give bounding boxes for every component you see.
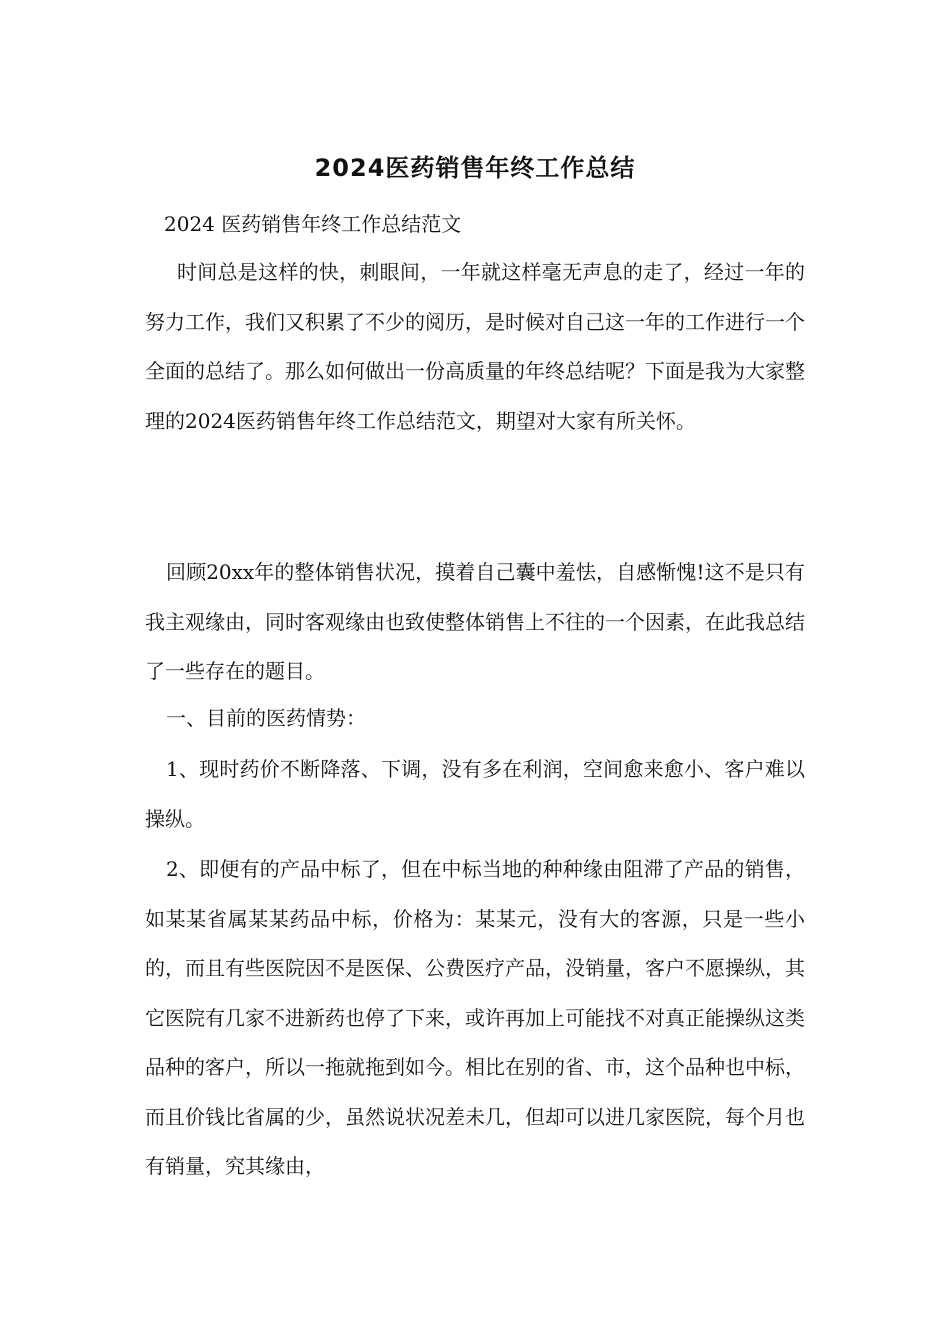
section-heading-current-situation: 一、目前的医药情势： bbox=[166, 706, 366, 730]
document-title: 2024医药销售年终工作总结 bbox=[314, 154, 636, 182]
list-item-2: 2、即便有的产品中标了，但在中标当地的种种缘由阻滞了产品的销售，如某某省属某某药品中标，价格为：某某元，没有大的客源，只是一些小的，而且有些医院因不是医保、公费医疗产品，没销量，客户不愿操纵，其它医院有几家不进新药也停了下来，或许再加上可能找不对真正能操纵这类品种的客户，所以一拖就拖到如今。相比在别的省、市，这个品种也中标，而且价钱比省属的少，虽然说状况差未几，但却可以进几家医院，每个月也有销量，究其缘由， bbox=[145, 857, 805, 1178]
document-subtitle: 2024 医药销售年终工作总结范文 bbox=[164, 212, 462, 236]
list-item-1: 1、现时药价不断降落、下调，没有多在利润，空间愈来愈小、客户难以操纵。 bbox=[145, 757, 805, 831]
paragraph-review: 回顾20xx年的整体销售状况，摸着自己囊中羞怯，自感惭愧!这不是只有我主观缘由，同时客观缘由也致使整体销售上不往的一个因素，在此我总结了一些存在的题目。 bbox=[145, 560, 805, 683]
paragraph-intro: 时间总是这样的快，刺眼间，一年就这样毫无声息的走了，经过一年的努力工作，我们又积累了不少的阅历，是时候对自己这一年的工作进行一个全面的总结了。那么如何做出一份高质量的年终总结呢？下面是我为大家整理的2024医药销售年终工作总结范文，期望对大家有所关怀。 bbox=[145, 260, 805, 433]
